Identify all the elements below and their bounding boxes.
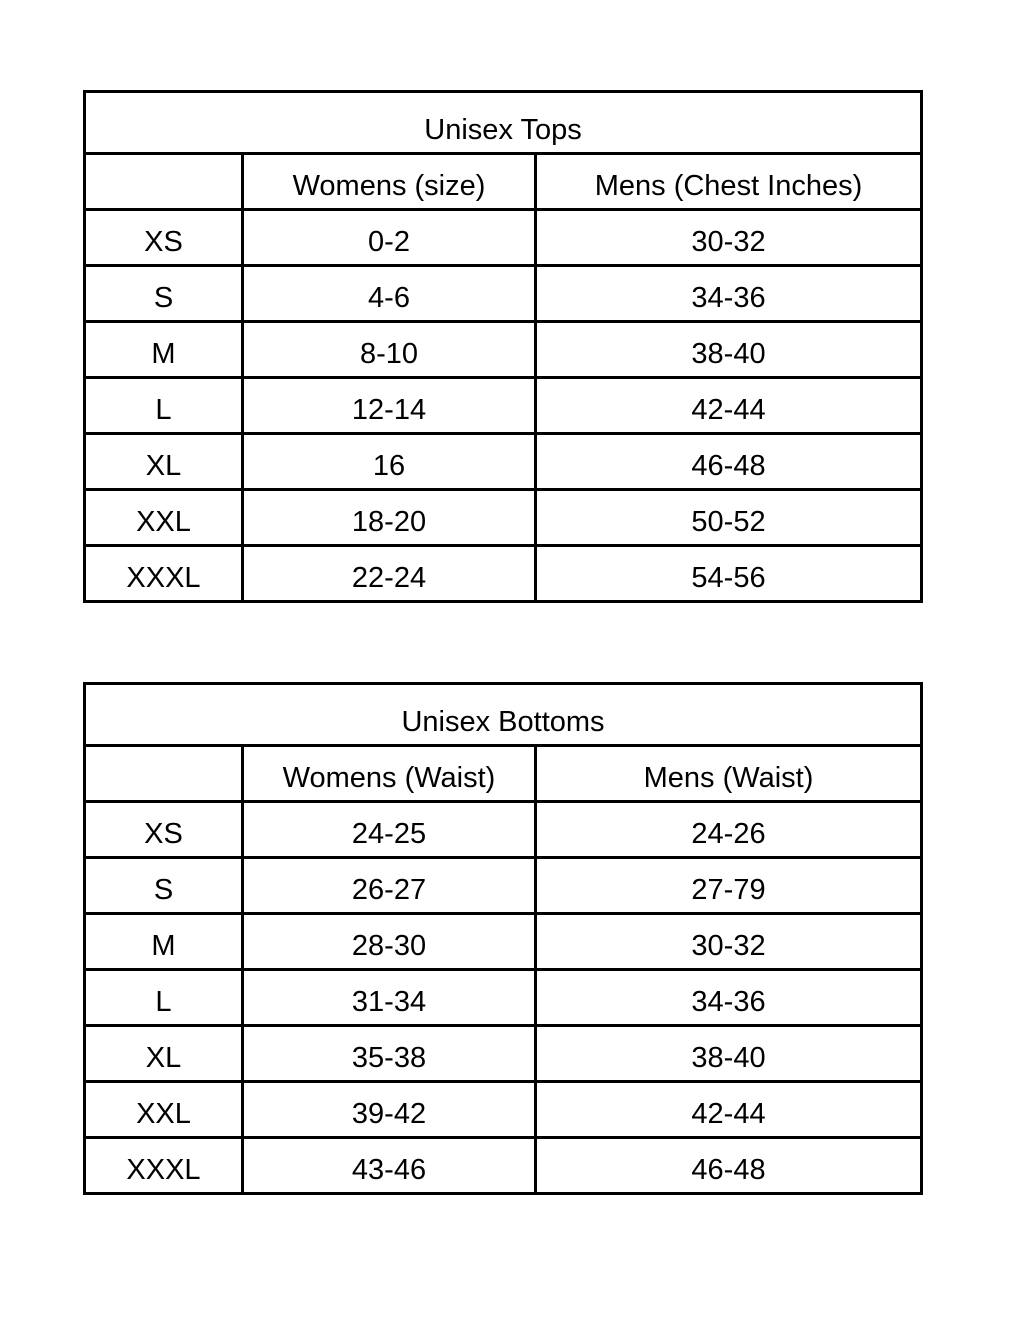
size-label: XL	[85, 434, 243, 490]
table-row	[85, 322, 922, 378]
womens-value: 31-34	[243, 970, 536, 1026]
womens-value: 22-24	[243, 546, 536, 602]
table-row	[85, 970, 922, 1026]
tops-size-table	[83, 90, 923, 603]
table-row	[85, 266, 922, 322]
size-label: XXXL	[85, 546, 243, 602]
table-row	[85, 1082, 922, 1138]
mens-value: 38-40	[536, 322, 922, 378]
womens-value: 4-6	[243, 266, 536, 322]
womens-value: 16	[243, 434, 536, 490]
size-label: XS	[85, 802, 243, 858]
table-row	[85, 1026, 922, 1082]
mens-value: 42-44	[536, 378, 922, 434]
size-label: M	[85, 914, 243, 970]
table-row	[85, 378, 922, 434]
womens-value: 24-25	[243, 802, 536, 858]
table-row	[85, 1138, 922, 1194]
womens-column-header: Womens (size)	[243, 154, 536, 210]
table-row	[85, 490, 922, 546]
size-label: L	[85, 378, 243, 434]
mens-value: 34-36	[536, 266, 922, 322]
table-row	[85, 802, 922, 858]
bottoms-size-table	[83, 682, 923, 1195]
mens-value: 46-48	[536, 1138, 922, 1194]
mens-value: 27-79	[536, 858, 922, 914]
size-label: XXXL	[85, 1138, 243, 1194]
womens-value: 28-30	[243, 914, 536, 970]
mens-column-header: Mens (Chest Inches)	[536, 154, 922, 210]
womens-value: 18-20	[243, 490, 536, 546]
tops-table-title: Unisex Tops	[85, 92, 922, 154]
mens-value: 24-26	[536, 802, 922, 858]
table-row	[85, 546, 922, 602]
womens-value: 43-46	[243, 1138, 536, 1194]
mens-value: 46-48	[536, 434, 922, 490]
size-label: S	[85, 858, 243, 914]
womens-value: 12-14	[243, 378, 536, 434]
size-label: XXL	[85, 1082, 243, 1138]
size-label: M	[85, 322, 243, 378]
size-label: XL	[85, 1026, 243, 1082]
mens-value: 54-56	[536, 546, 922, 602]
table-header-row	[85, 154, 922, 210]
table-title-row	[85, 684, 922, 746]
size-column-header	[85, 154, 243, 210]
table-header-row	[85, 746, 922, 802]
womens-value: 0-2	[243, 210, 536, 266]
size-label: XXL	[85, 490, 243, 546]
table-row	[85, 210, 922, 266]
size-label: L	[85, 970, 243, 1026]
mens-column-header: Mens (Waist)	[536, 746, 922, 802]
table-title-row	[85, 92, 922, 154]
womens-value: 8-10	[243, 322, 536, 378]
table-row	[85, 914, 922, 970]
size-label: XS	[85, 210, 243, 266]
size-column-header	[85, 746, 243, 802]
size-label: S	[85, 266, 243, 322]
mens-value: 34-36	[536, 970, 922, 1026]
womens-value: 39-42	[243, 1082, 536, 1138]
mens-value: 38-40	[536, 1026, 922, 1082]
womens-value: 26-27	[243, 858, 536, 914]
bottoms-table-title: Unisex Bottoms	[85, 684, 922, 746]
womens-value: 35-38	[243, 1026, 536, 1082]
mens-value: 42-44	[536, 1082, 922, 1138]
womens-column-header: Womens (Waist)	[243, 746, 536, 802]
mens-value: 30-32	[536, 210, 922, 266]
table-row	[85, 434, 922, 490]
mens-value: 30-32	[536, 914, 922, 970]
table-row	[85, 858, 922, 914]
mens-value: 50-52	[536, 490, 922, 546]
